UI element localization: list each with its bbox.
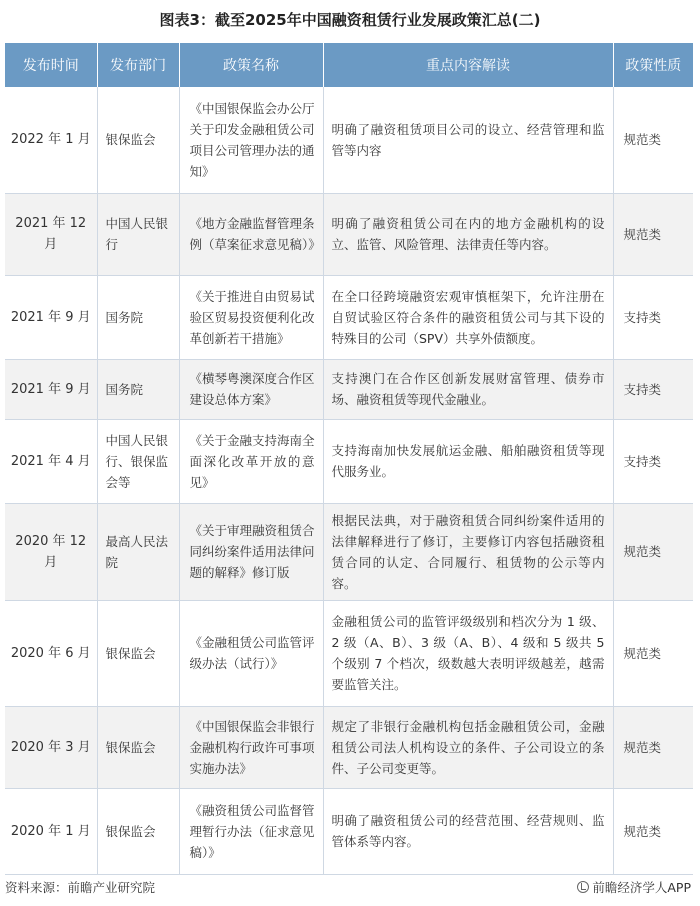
cell-policy-name: 《关于金融支持海南全面深化改革开放的意见》 [179, 419, 323, 503]
cell-policy-name: 《横琴粤澳深度合作区建设总体方案》 [179, 359, 323, 419]
brand-label: 前瞻经济学人APP [592, 880, 691, 895]
cell-content: 明确了融资租赁公司的经营范围、经营规则、监管体系等内容。 [323, 788, 613, 874]
cell-date: 2021 年 9 月 [5, 359, 97, 419]
cell-date: 2020 年 3 月 [5, 706, 97, 788]
cell-date: 2020 年 1 月 [5, 788, 97, 874]
table-row [5, 193, 693, 275]
cell-date: 2021 年 9 月 [5, 275, 97, 359]
cell-policy-name: 《关于推进自由贸易试验区贸易投资便利化改革创新若干措施》 [179, 275, 323, 359]
cell-dept: 银保监会 [97, 600, 179, 706]
source-note: 资料来源：前瞻产业研究院 [5, 880, 156, 895]
cell-policy-name: 《金融租赁公司监管评级办法（试行）》 [179, 600, 323, 706]
cell-dept: 国务院 [97, 359, 179, 419]
cell-type: 支持类 [613, 419, 693, 503]
cell-date: 2021 年 4 月 [5, 419, 97, 503]
cell-policy-name: 《融资租赁公司监督管理暂行办法（征求意见稿）》 [179, 788, 323, 874]
header-type: 政策性质 [613, 43, 693, 87]
cell-type: 规范类 [613, 87, 693, 193]
table-row [5, 706, 693, 788]
cell-date: 2021 年 12 月 [5, 193, 97, 275]
table-header-row [5, 43, 693, 87]
table-row [5, 87, 693, 193]
table-row [5, 359, 693, 419]
cell-policy-name: 《中国银保监会办公厅关于印发金融租赁公司项目公司管理办法的通知》 [179, 87, 323, 193]
cell-dept: 国务院 [97, 275, 179, 359]
cell-type: 支持类 [613, 359, 693, 419]
cell-content: 金融租赁公司的监管评级级别和档次分为 1 级、2 级（A、B）、3 级（A、B）、4 级和 5 级共 5 个级别 7 个档次，级数越大表明评级越差，越需要监管关注。 [323, 600, 613, 706]
cell-policy-name: 《中国银保监会非银行金融机构行政许可事项实施办法》 [179, 706, 323, 788]
cell-type: 规范类 [613, 600, 693, 706]
cell-dept: 银保监会 [97, 788, 179, 874]
cell-type: 规范类 [613, 788, 693, 874]
table-row [5, 275, 693, 359]
cell-date: 2020 年 12 月 [5, 503, 97, 600]
qianzhan-logo-icon [577, 881, 589, 893]
header-date: 发布时间 [5, 43, 97, 87]
cell-content: 根据民法典，对于融资租赁合同纠纷案件适用的法律解释进行了修订，主要修订内容包括融资租赁合同的认定、合同履行、租赁物的公示等内容。 [323, 503, 613, 600]
header-name: 政策名称 [179, 43, 323, 87]
cell-content: 规定了非银行金融机构包括金融租赁公司，金融租赁公司法人机构设立的条件、子公司设立的条件、子公司变更等。 [323, 706, 613, 788]
policy-table [5, 43, 693, 875]
cell-content: 明确了融资租赁项目公司的设立、经营管理和监管等内容 [323, 87, 613, 193]
cell-policy-name: 《关于审理融资租赁合同纠纷案件适用法律问题的解释》修订版 [179, 503, 323, 600]
cell-type: 规范类 [613, 503, 693, 600]
cell-type: 规范类 [613, 193, 693, 275]
cell-type: 支持类 [613, 275, 693, 359]
cell-type: 规范类 [613, 706, 693, 788]
cell-dept: 中国人民银行 [97, 193, 179, 275]
table-row [5, 419, 693, 503]
cell-date: 2022 年 1 月 [5, 87, 97, 193]
table-row [5, 600, 693, 706]
table-row [5, 788, 693, 874]
cell-policy-name: 《地方金融监督管理条例（草案征求意见稿）》 [179, 193, 323, 275]
cell-dept: 银保监会 [97, 87, 179, 193]
cell-dept: 银保监会 [97, 706, 179, 788]
cell-dept: 中国人民银行、银保监会等 [97, 419, 179, 503]
brand [577, 878, 691, 896]
cell-content: 支持澳门在合作区创新发展财富管理、债券市场、融资租赁等现代金融业。 [323, 359, 613, 419]
page-title: 图表3：截至2025年中国融资租赁行业发展政策汇总(二) [159, 11, 541, 29]
header-dept: 发布部门 [97, 43, 179, 87]
header-content: 重点内容解读 [323, 43, 613, 87]
cell-dept: 最高人民法院 [97, 503, 179, 600]
table-row [5, 503, 693, 600]
cell-content: 明确了融资租赁公司在内的地方金融机构的设立、监管、风险管理、法律责任等内容。 [323, 193, 613, 275]
cell-content: 在全口径跨境融资宏观审慎框架下，允许注册在自贸试验区符合条件的融资租赁公司与其下设的特殊目的公司（SPV）共享外债额度。 [323, 275, 613, 359]
cell-content: 支持海南加快发展航运金融、船舶融资租赁等现代服务业。 [323, 419, 613, 503]
cell-date: 2020 年 6 月 [5, 600, 97, 706]
